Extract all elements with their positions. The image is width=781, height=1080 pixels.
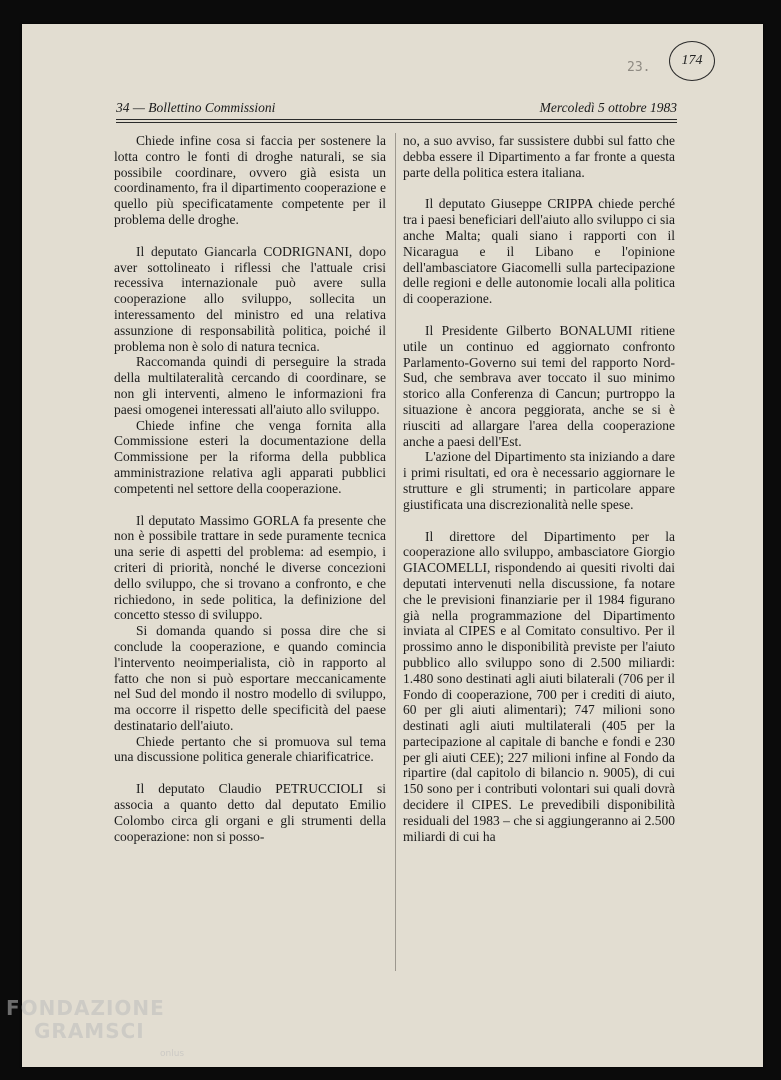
paragraph: Il deputato Massimo GORLA fa presente che non è possibile trattare in sede puramente tecnica una serie di aspetti del problema: ad esempio, i criteri di priorità, nonché le diverse concezioni dello sviluppo, che si trovano a confronto, e che richiedono, in sede politica, la definizione del concetto stesso di sviluppo. bbox=[114, 512, 386, 623]
header-rule bbox=[116, 122, 677, 123]
paragraph: Chiede infine cosa si faccia per sostenere la lotta contro le fonti di droghe naturali, se sia possibile coordinare, ovvero già esista un coordinamento, fra il dipartimento cooperazione e quello più specificatamente competente per il problema delle droghe. bbox=[114, 133, 386, 227]
running-header-left: 34 — Bollettino Commissioni bbox=[116, 100, 276, 115]
paragraph: no, a suo avviso, far sussistere dubbi sul fatto che debba essere il Dipartimento a far fronte a questa parte della politica estera italiana. bbox=[403, 133, 675, 180]
left-column bbox=[114, 133, 386, 844]
page-stamp-number: 23. bbox=[627, 60, 651, 75]
watermark-logo: onlus bbox=[160, 1049, 185, 1059]
paragraph: L'azione del Dipartimento sta iniziando a dare i primi risultati, ed ora è necessario aggiornare le strutture e gli strumenti; in particolare appare giustificata una discrezionalità nelle spese. bbox=[403, 449, 675, 512]
paragraph: Il deputato Claudio PETRUCCIOLI si associa a quanto detto dal deputato Emilio Colombo circa gli organi e gli strumenti della cooperazione: non si posso- bbox=[114, 781, 386, 844]
paragraph: Chiede pertanto che si promuova sul tema una discussione politica generale chiarificatrice. bbox=[114, 733, 386, 765]
header-rule bbox=[116, 119, 677, 120]
running-header-date: Mercoledì 5 ottobre 1983 bbox=[539, 100, 677, 115]
paragraph: Il Presidente Gilberto BONALUMI ritiene utile un continuo ed aggiornato confronto Parlamento-Governo sui temi del rapporto Nord-Sud, che sembrava aver toccato il suo minimo storico alla Conferenza di Cancun; purtroppo la situazione è ancora peggiorata, anche se si è riusciti ad allargare l'area della cooperazione anche a paesi dell'Est. bbox=[403, 322, 675, 449]
right-column bbox=[403, 133, 675, 844]
paragraph: Il deputato Giancarla CODRIGNANI, dopo aver sottolineato i riflessi che l'attuale crisi recessiva internazionale può avere sulla cooperazione allo sviluppo, sollecita un interessamento del ministro ed una relativa assunzione di responsabilità politica, poiché il problema non è solo di natura tecnica. bbox=[114, 243, 386, 354]
paragraph: Si domanda quando si possa dire che si conclude la cooperazione, e quando comincia l'intervento neoimperialista, ciò in rapporto al fatto che non si può esportare meccanicamente nel Sud del mondo il nostro modello di sviluppo, ma occorre il rispetto delle specificità del paese destinatario dell'aiuto. bbox=[114, 623, 386, 733]
circled-page-number: 174 bbox=[669, 41, 715, 81]
watermark-logo: GRAMSCI bbox=[34, 1019, 145, 1043]
paragraph: Il direttore del Dipartimento per la cooperazione allo sviluppo, ambasciatore Giorgio GIACOMELLI, rispondendo ai quesiti rivolti dai deputati intervenuti nella discussione, fa notare che le previsioni finanziarie per il 1984 figurano già nella programmazione del Dipartimento inviata al CIPES e al Comitato consultivo. Per il prossimo anno le disponibilità previste per l'aiuto pubblico allo sviluppo sono di 2.500 miliardi: 1.480 sono destinati agli aiuti bilaterali (706 per il Fondo di cooperazione, 700 per i crediti di aiuto, 60 per gli aiuti alimentari); 747 milioni sono destinati agli aiuti multilaterali (405 per la partecipazione al capitale di banche e fondi e 230 per gli aiuti CEE); 227 milioni infine al Fondo da ripartire (dal capitolo di bilancio n. 9005), di cui 150 sono per i contributi volontari sui quali dovrà decidere il CIPES. Le prevedibili disponibilità residuali del 1983 – che si aggiungeranno ai 2.500 miliardi di cui ha bbox=[403, 528, 675, 844]
paragraph: Chiede infine che venga fornita alla Commissione esteri la documentazione della Commissione per la riforma della pubblica amministrazione relativa agli apparati pubblici competenti nel settore della cooperazione. bbox=[114, 417, 386, 496]
paragraph: Raccomanda quindi di perseguire la strada della multilateralità cercando di coordinare, se non gli interventi, almeno le informazioni fra paesi omogenei interessati all'aiuto allo sviluppo. bbox=[114, 354, 386, 417]
column-divider bbox=[395, 133, 396, 971]
paragraph: Il deputato Giuseppe CRIPPA chiede perché tra i paesi beneficiari dell'aiuto allo sviluppo ci sia anche Malta; quali siano i rapporti con il Nicaragua e il Libano e l'opinione dell'ambasciatore Giacomelli sulla partecipazione delle regioni e delle autonomie locali alla politica di cooperazione. bbox=[403, 196, 675, 307]
watermark-logo: FONDAZIONE bbox=[6, 996, 165, 1020]
